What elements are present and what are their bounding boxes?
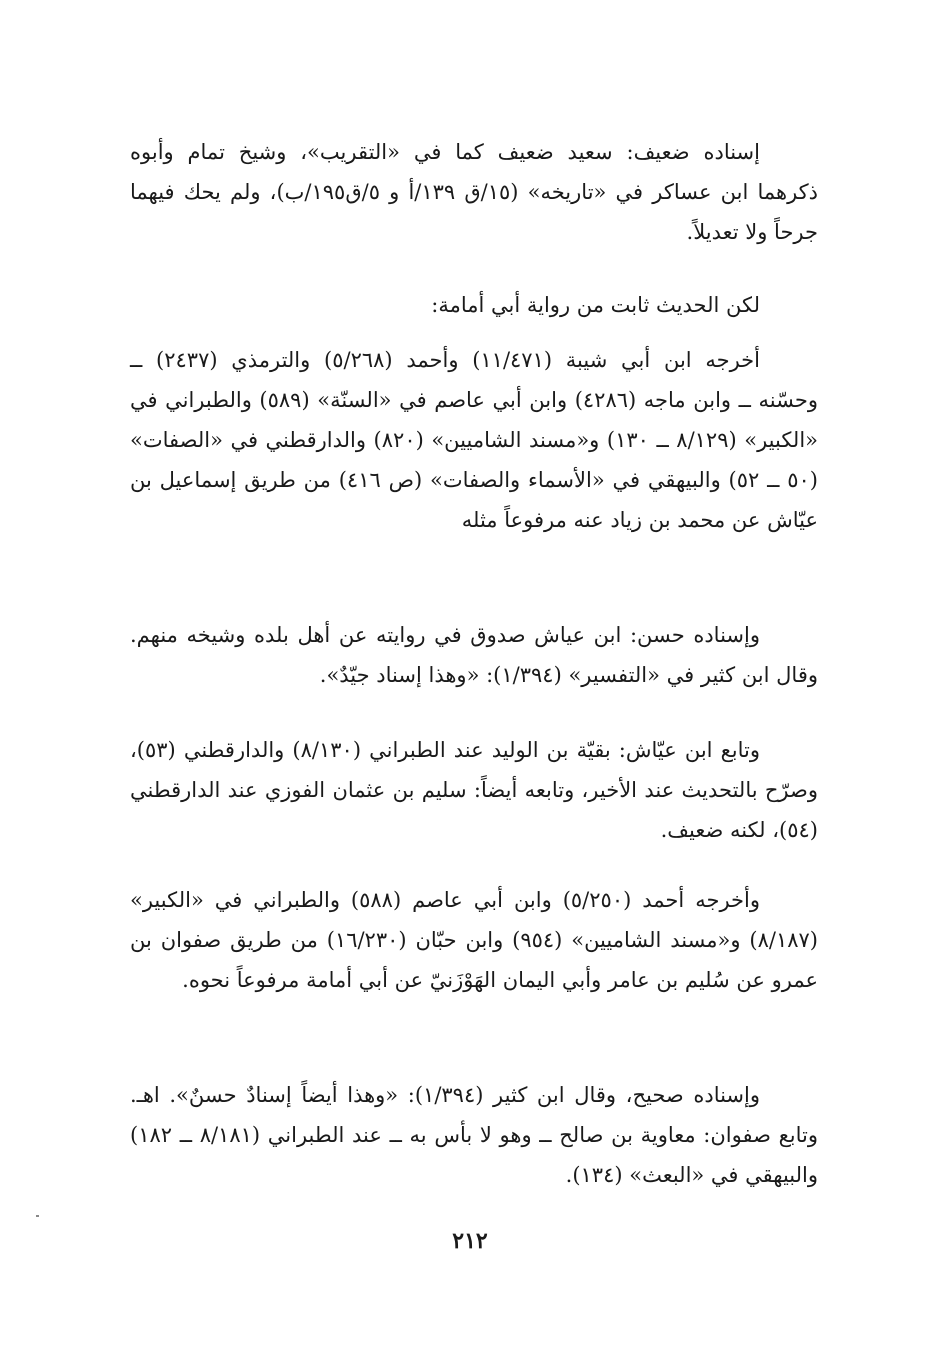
paragraph-takhrij-1: أخرجه ابن أبي شيبة (١١/٤٧١) وأحمد (٥/٢٦٨) والترمذي (٢٤٣٧) ــ وحسّنه ــ وابن ماجه (٤٢٨٦) وابن أبي عاصم في «السنّة» (٥٨٩) والطبراني في «الكبير» (٨/١٢٩ ــ ١٣٠) و«مسند الشاميين» (٨٢٠) والدارقطني في «الصفات» (٥٠ ــ ٥٢) والبيهقي في «الأسماء والصفات» (ص ٤١٦) من طريق إسماعيل بن عيّاش عن محمد بن زياد عنه مرفوعاً مثله bbox=[130, 348, 819, 532]
paragraph-mutaba-1: وتابع ابن عيّاش: بقيّة بن الوليد عند الطبراني (٨/١٣٠) والدارقطني (٥٣)، وصرّح بالتحديث عند الأخير، وتابعه أيضاً: سليم بن عثمان الفوزي عند الدارقطني (٥٤)، لكنه ضعيف. bbox=[130, 738, 818, 842]
paragraph-hadith-proven: لكن الحديث ثابت من رواية أبي أمامة: bbox=[431, 293, 760, 317]
scan-speck bbox=[36, 1215, 39, 1217]
paragraph-isnad-sahih: وإسناده صحيح، وقال ابن كثير (١/٣٩٤): «وهذا أيضاً إسنادٌ حسنٌ». اهـ. وتابع صفوان: معاوية بن صالح ــ وهو لا بأس به ــ عند الطبراني (٨/١٨١ ــ ١٨٢) والبيهقي في «البعث» (١٣٤). bbox=[130, 1083, 819, 1187]
page-number: ٢١٢ bbox=[452, 1228, 488, 1254]
paragraph-takhrij-2: وأخرجه أحمد (٥/٢٥٠) وابن أبي عاصم (٥٨٨) والطبراني في «الكبير» (٨/١٨٧) و«مسند الشاميين» (٩٥٤) وابن حبّان (١٦/٢٣٠) من طريق صفوان بن عمرو عن سُليم بن عامر وأبي اليمان الهَوْزَنيّ عن أبي أمامة مرفوعاً نحوه. bbox=[130, 888, 818, 992]
paragraph-isnad-weak: إسناده ضعيف: سعيد ضعيف كما في «التقريب»، وشيخ تمام وأبوه ذكرهما ابن عساكر في «تاريخه» (١٥/ق ١٣٩/أ و ٥/ق١٩٥/ب)، ولم يحك فيهما جرحاً ولا تعديلاً. bbox=[130, 140, 819, 244]
paragraph-isnad-hasan: وإسناده حسن: ابن عياش صدوق في روايته عن أهل بلده وشيخه منهم. وقال ابن كثير في «التفسير» (١/٣٩٤): «وهذا إسناد جيّدٌ». bbox=[130, 623, 818, 687]
